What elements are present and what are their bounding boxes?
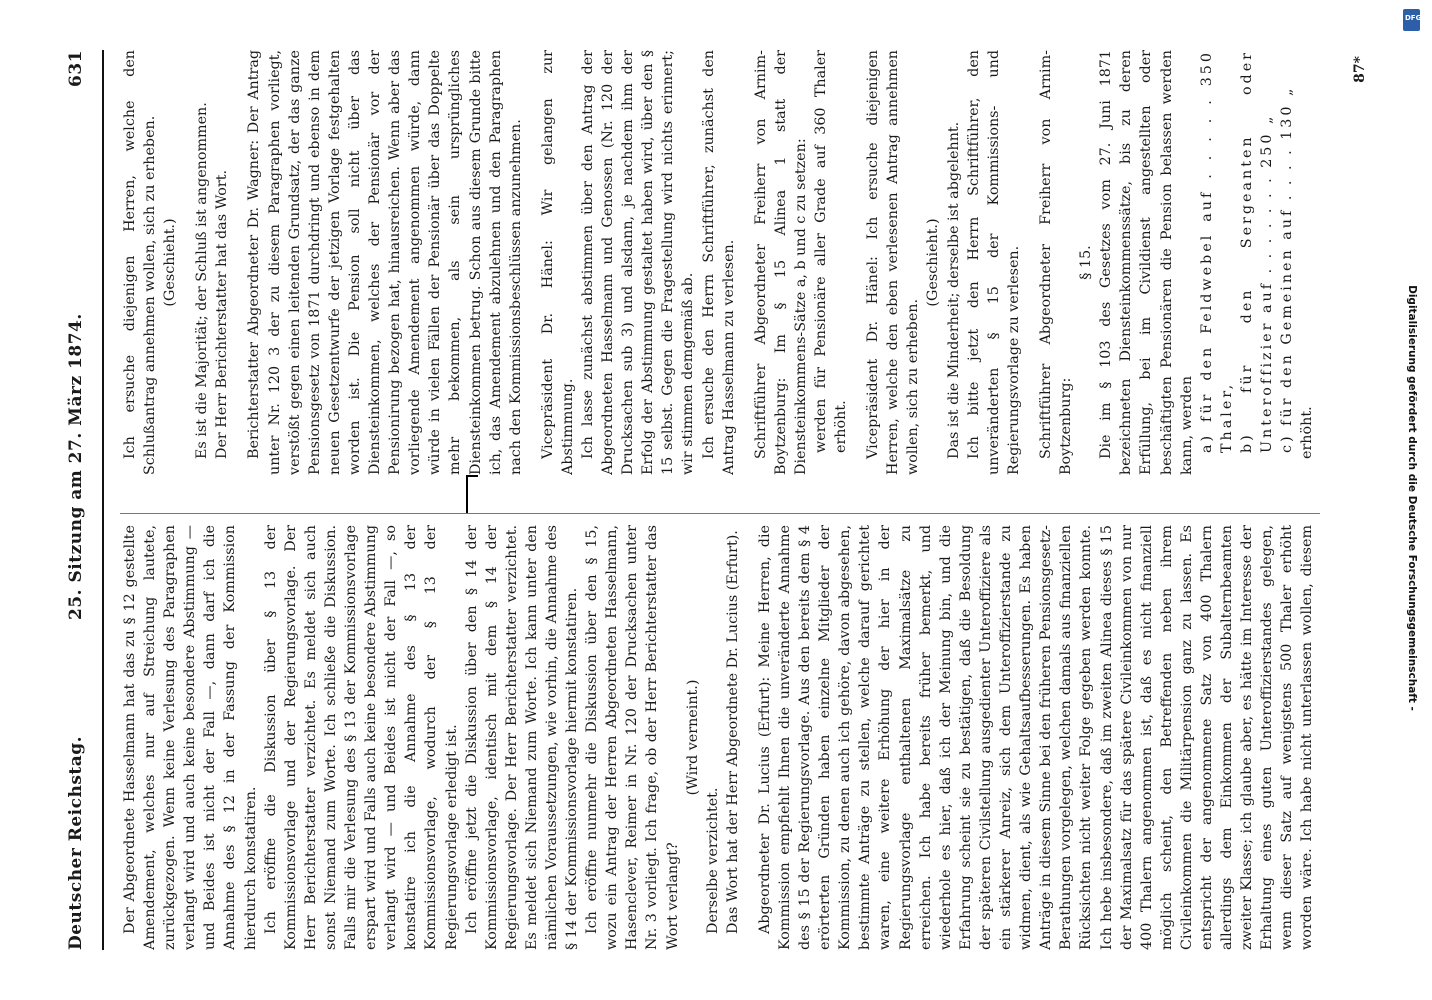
stage-direction: (Geschieht.) (162, 218, 179, 307)
dfg-logo (1403, 9, 1420, 31)
list-item: a) für den Feldwebel auf . . . . . 350 Thaler, (1198, 50, 1235, 453)
list-item: b) für den Sergeanten oder Unteroffizier auf . . . . . . . 250 „ (1238, 50, 1275, 453)
page-header (56, 50, 104, 950)
page-number: 631 (66, 50, 86, 87)
credit-text: Digitalisierung gefördert durch die Deutsche Forschungsgemeinschaft - (1406, 285, 1418, 711)
stage-direction: (Geschieht.) (925, 218, 942, 307)
paragraph: Vicepräsident Dr. Hänel: Ich ersuche diejenigen Herren, welche den eben verlesenen Antrag annehmen wollen, sich zu erheben. (865, 50, 922, 475)
digitization-credit (1400, 6, 1424, 994)
paragraph (1317, 50, 1320, 475)
paragraph: Ich bitte jetzt den Herrn Schriftführer, den unveränderten § 15 der Kommissions- und Regierungsvorlage zu verlesen. (965, 50, 1022, 475)
right-column (120, 50, 1320, 475)
spacer (526, 50, 538, 475)
dfg-logo-text: DFG (1405, 14, 1422, 22)
paragraph: Schriftführer Abgeordneter Freiherr von Arnim-Boytzenburg: Im § 15 Alinea 1 statt der Diensteinkommens-Sätze a, b und c zu setzen: (752, 50, 809, 475)
stage-direction: (Wird verneint.) (684, 679, 701, 796)
left-column (120, 525, 1320, 950)
rotated-document (36, 20, 1396, 980)
paragraph: Vicepräsident Dr. Hänel: Wir gelangen zur Abstimmung. (539, 50, 576, 475)
paragraph: Die im § 103 des Gesetzes vom 27. Juni 1871 bezeichneten Diensteinkommenssätze, bis zu deren Erfüllung, bei im Civildienst angestellten oder beschäftigten Pensionären die Pension belassen werden kann, werden (1098, 50, 1195, 475)
paragraph: werden für Pensionäre aller Grade auf 360 Thaler erhöht. (813, 50, 850, 453)
paragraph: Der Abgeordnete Hasselmann hat das zu § 12 gestellte Amendement, welches nur auf Streichung lautete, zurückgezogen. Wenn keine Verlesung des Paragraphen verlangt wird und auch keine besondere Abstimmung — und Beides ist nicht der Fall —, dann darf ich die Annahme des § 12 in der Fassung der Kommission hierdurch konstatiren. (122, 525, 259, 950)
paragraph: Der Herr Berichterstatter hat das Wort. (214, 169, 231, 459)
spacer (739, 50, 751, 475)
spacer (232, 50, 244, 475)
paragraph: Das Wort hat der Herr Abgeordnete Dr. Lucius (Erfurt). (724, 530, 741, 934)
paragraph: Ich eröffne nunmehr die Diskussion über den § 15, wozu ein Antrag der Herren Abgeordneten Hasselmann, Hasenclever, Reimer in Nr. 120 der Drucksachen unter Nr. 3 vorliegt. Ich frage, ob der Herr Berichterstatter das Wort verlangt? (584, 525, 681, 950)
paragraph: Ich ersuche diejenigen Herren, welche den Schlußantrag annehmen wollen, sich zu erheben. (122, 50, 159, 475)
section-heading: § 15. (1078, 245, 1095, 280)
spacer (743, 525, 755, 950)
spacer (180, 50, 192, 475)
paragraph: Derselbe verzichtet. (704, 787, 721, 934)
header-left: Deutscher Reichstag. (66, 735, 86, 950)
paragraph: Abgeordneter Dr. Lucius (Erfurt): Meine Herren, die Kommission empfiehlt Ihnen die unveränderte Annahme des § 15 der Regierungsvorlage. Aus den bereits dem § 4 erörterten Gründen haben einzelne Mitglieder der Kommission, zu denen auch ich gehöre, davon abgesehen, bestimmte Anträge zu stellen, welche darauf gerichtet waren, eine weitere Erhöhung der hier in der Regierungsvorlage enthaltenen Maximalsätze zu erreichen. Ich habe bereits früher bemerkt, und wiederhole es hier, daß ich der Meinung bin, und die Erfahrung scheint sie zu bestätigen, daß die Besoldung der späteren Civilstellung ausgedienter Unteroffiziere als ein stärkerer Anreiz, sich dem Unteroffizierstande zu widmen, dient, als wie Gehaltsaufbesserungen. Es haben Anträge in diesem Sinne bei den früheren Pensionsgesetz-Berathungen vorgelegen, welchen damals aus finanziellen Rücksichten nicht weiter Folge gegeben werden konnte. Ich hebe insbesondere, daß im zweiten Alinea dieses § 15 der Maximalsatz für das spätere Civileinkommen von nur 400 Thalern angenommen ist, daß es nicht finanziell möglich scheint, den Betreffenden neben ihrem Civileinkommen die Militärpension ganz zu lassen. Es entspricht der angenommene Satz von 400 Thalern allerdings dem Einkommen der Subalternbeamten zweiter Klasse; ich glaube aber, es hätte im Interesse der Erhaltung eines guten Unteroffizierstandes gelegen, wenn dieser Satz auf wenigstens 500 Thaler erhöht worden wäre. Ich habe nicht unterlassen wollen, diesem (756, 525, 1316, 950)
paragraph: Ich lasse zunächst abstimmen über den Antrag der Abgeordneten Hasselmann und Genossen (Nr. 120 der Drucksachen sub 3) und alsdann, je nachdem ihm der Erfolg der Abstimmung gestaltet haben wird, über den § 15 selbst. Gegen die Fragestellung wird nichts erinnert; wir stimmen demgemäß ab. (579, 50, 697, 475)
paragraph: erhöht. (1299, 406, 1316, 459)
paragraph: Es ist die Majorität; der Schluß ist angenommen. (194, 102, 211, 459)
paragraph: Ich eröffne die Diskussion über § 13 der Kommissionsvorlage und der Regierungsvorlage. Der Herr Berichterstatter verzichtet. Es meldet sich auch sonst Niemand zum Worte. Ich schließe die Diskussion. Falls mir die Verlesung des § 13 der Kommissionsvorlage erspart wird und Falls auch keine besondere Abstimmung verlangt wird — und Beides ist nicht der Fall —, so konstatire ich die Annahme des § 13 der Kommissionsvorlage, wodurch der § 13 der Regierungsvorlage erledigt ist. (262, 525, 460, 950)
list-item: c) für den Gemeinen auf . . . . 130 „ (1279, 85, 1296, 453)
paragraph: Berichterstatter Abgeordneter Dr. Wagner: Der Antrag unter Nr. 120 3 der zu diesem Paragraphen vorliegt, verstößt gegen einen leitenden Grundsatz, der das ganze Pensionsgesetz von 1871 durchdringt und ebenso in dem neuen Gesetzentwurfe der jetzigen Vorlage festgehalten worden ist. Die Pension soll nicht über das Diensteinkommen, welches der Pensionär vor der Pensionirung bezogen hat, hinausreichen. Wenn aber das vorliegende Amendement angenommen würde, dann würde in vielen Fällen der Pensionär über das Doppelte mehr bekommen, als sein ursprüngliches Diensteinkommen betrug. Schon aus diesem Grunde bitte ich, das Amendement abzulehnen und den Paragraphen nach den Kommissionsbeschlüssen anzunehmen. (246, 50, 524, 475)
column-divider (120, 513, 1320, 514)
spacer (1024, 50, 1036, 475)
paragraph: Schriftführer Abgeordneter Freiherr von Arnim-Boytzenburg: (1037, 50, 1075, 475)
paragraph: Ich eröffne jetzt die Diskussion über den § 14 der Kommissionsvorlage, identisch mit dem § 14 der Regierungsvorlage. Der Herr Berichterstatter verzichtet. Es meldet sich Niemand zum Worte. Ich kann unter den nämlichen Voraussetzungen, wie vorhin, die Annahme des § 14 der Kommissionsvorlage hiermit konstatiren. (463, 525, 581, 950)
header-center: 25. Sitzung am 27. März 1874. (66, 313, 86, 620)
paragraph: Das ist die Minderheit; derselbe ist abgelehnt. (945, 121, 962, 459)
binding-mark (466, 475, 478, 513)
signature-mark: 87* (1352, 56, 1368, 83)
paragraph: Ich ersuche den Herrn Schriftführer, zunächst den Antrag Hasselmann zu verlesen. (700, 50, 737, 475)
spacer (851, 50, 863, 475)
